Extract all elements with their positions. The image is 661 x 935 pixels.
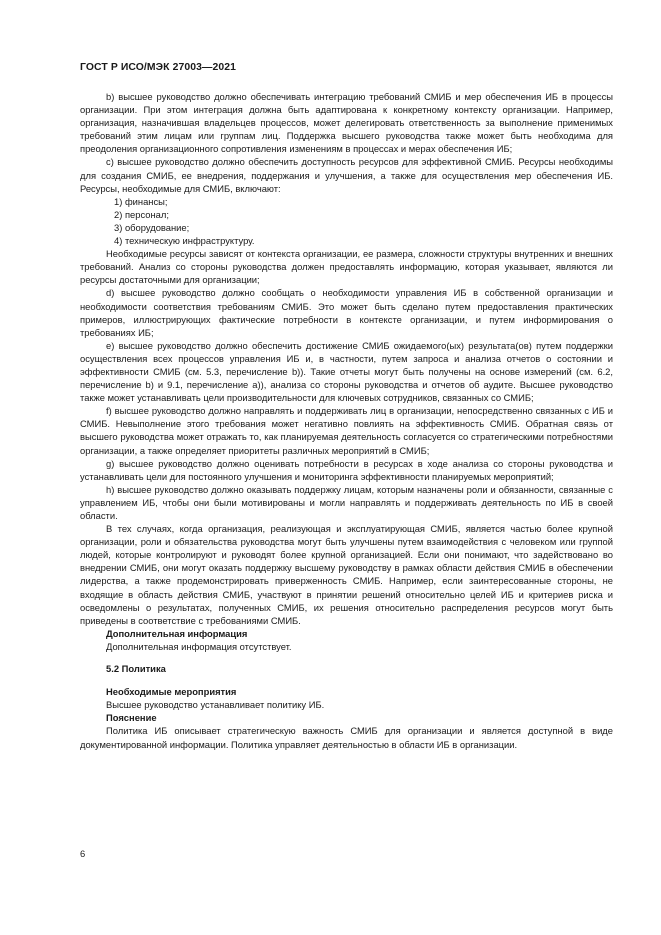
- document-header: ГОСТ Р ИСО/МЭК 27003—2021: [80, 62, 236, 73]
- explanation-heading: Пояснение: [106, 712, 157, 724]
- paragraph-d: d) высшее руководство должно сообщать о необходимости управления ИБ в собственной организации и необходимости соответствия требованиям СМИБ. Это может быть сделано путем предоставления практических примеров, иллюстрирующих фактические потребности в контексте организации, и путем информирования о требованиях ИБ;: [80, 287, 613, 338]
- list-item-infrastructure: 4) техническую инфраструктуру.: [114, 235, 255, 247]
- paragraph-g: g) высшее руководство должно оценивать потребности в ресурсах в ходе анализа со стороны руководства и устанавливать цели для постоянного улучшения и мониторинга эффективности планируемых мероприятий;: [80, 457, 613, 482]
- paragraph-b: b) высшее руководство должно обеспечивать интеграцию требований СМИБ и мер обеспечения ИБ в процессы организации. При этом интеграция должна быть адаптирована к конкретному контексту организации. Например, организация, назначившая владельцев процессов, может делегировать ответственность за выполнение применимых требований этим лицам или группам лиц. Поддержка высшего руководства также может быть необходима для преодоления организационного сопротивления изменениям в процессах и мерах обеспечения ИБ;: [80, 91, 613, 155]
- list-item-equipment: 3) оборудование;: [114, 221, 190, 233]
- section-title: 5.2 Политика: [106, 663, 166, 675]
- paragraph-c: c) высшее руководство должно обеспечить доступность ресурсов для эффективной СМИБ. Ресурсы необходимы для создания СМИБ, ее внедрения, поддержания и улучшения, а также для осуществления мер обеспечения ИБ. Ресурсы, необходимые для СМИБ, включают:: [80, 156, 613, 194]
- required-activities-text: Высшее руководство устанавливает политику ИБ.: [106, 699, 325, 711]
- document-body: [80, 90, 613, 751]
- list-item-personnel: 2) персонал;: [114, 208, 169, 220]
- paragraph-larger-organization: В тех случаях, когда организация, реализующая и эксплуатирующая СМИБ, является частью более крупной организации, роли и обязательства руководства могут быть улучшены путем взаимодействия с человеком или группой людей, которые контролируют и руководят более крупной организацией. Если они понимают, что задействовано во внедрении СМИБ, они могут оказать поддержку высшему руководству в рамках области действия СМИБ в обеспечении лидерства, а также продемонстрировать приверженность СМИБ. Например, если заинтересованные стороны, не входящие в область действия СМИБ, участвуют в принятии решений относительно целей ИБ и критериев риска и осведомлены о результатах, полученных СМИБ, их решения относительно распределения ресурсов могут быть приведены в соответствие с требованиями СМИБ.: [80, 523, 613, 626]
- additional-info-text: Дополнительная информация отсутствует.: [106, 640, 292, 652]
- paragraph-f: f) высшее руководство должно направлять и поддерживать лиц в организации, непосредственно связанных с ИБ и СМИБ. Невыполнение этого требования может негативно повлиять на эффективность СМИБ. Обратная связь от высшего руководства может отражать то, как планируемая деятельность согласуется со стратегическими потребностями организации, а также определяет приоритеты различных мероприятий в СМИБ;: [80, 405, 613, 456]
- list-item-finances: 1) финансы;: [114, 195, 168, 207]
- additional-info-heading: Дополнительная информация: [106, 627, 248, 639]
- paragraph-e: e) высшее руководство должно обеспечить достижение СМИБ ожидаемого(ых) результата(ов) путем поддержки осуществления всех процессов управления ИБ и, в частности, путем запроса и анализа отчетов о состоянии и эффективности СМИБ (см. 5.3, перечисление b)). Такие отчеты могут быть получены на основе измерений (см. 6.2, перечисление b) и 9.1, перечисление a)), анализа со стороны руководства и отчетов об аудите. Высшее руководство также может устанавливать цели производительности для ключевых сотрудников, связанных со СМИБ;: [80, 339, 613, 404]
- paragraph-resources: Необходимые ресурсы зависят от контекста организации, ее размера, сложности структуры внутренних и внешних требований. Анализ со стороны руководства должен предоставлять информацию, которая указывает, являются ли ресурсы достаточными для организации;: [80, 248, 613, 286]
- page-number: 6: [80, 848, 86, 859]
- required-activities-heading: Необходимые мероприятия: [106, 686, 237, 698]
- explanation-text: Политика ИБ описывает стратегическую важность СМИБ для организации и является доступной в виде документированной информации. Политика управляет деятельностью в области ИБ в организации.: [80, 725, 613, 750]
- paragraph-h: h) высшее руководство должно оказывать поддержку лицам, которым назначены роли и обязанности, связанные с управлением ИБ, чтобы они были мотивированы и могли направлять и поддерживать деятельность по ИБ в своей области.: [80, 483, 613, 521]
